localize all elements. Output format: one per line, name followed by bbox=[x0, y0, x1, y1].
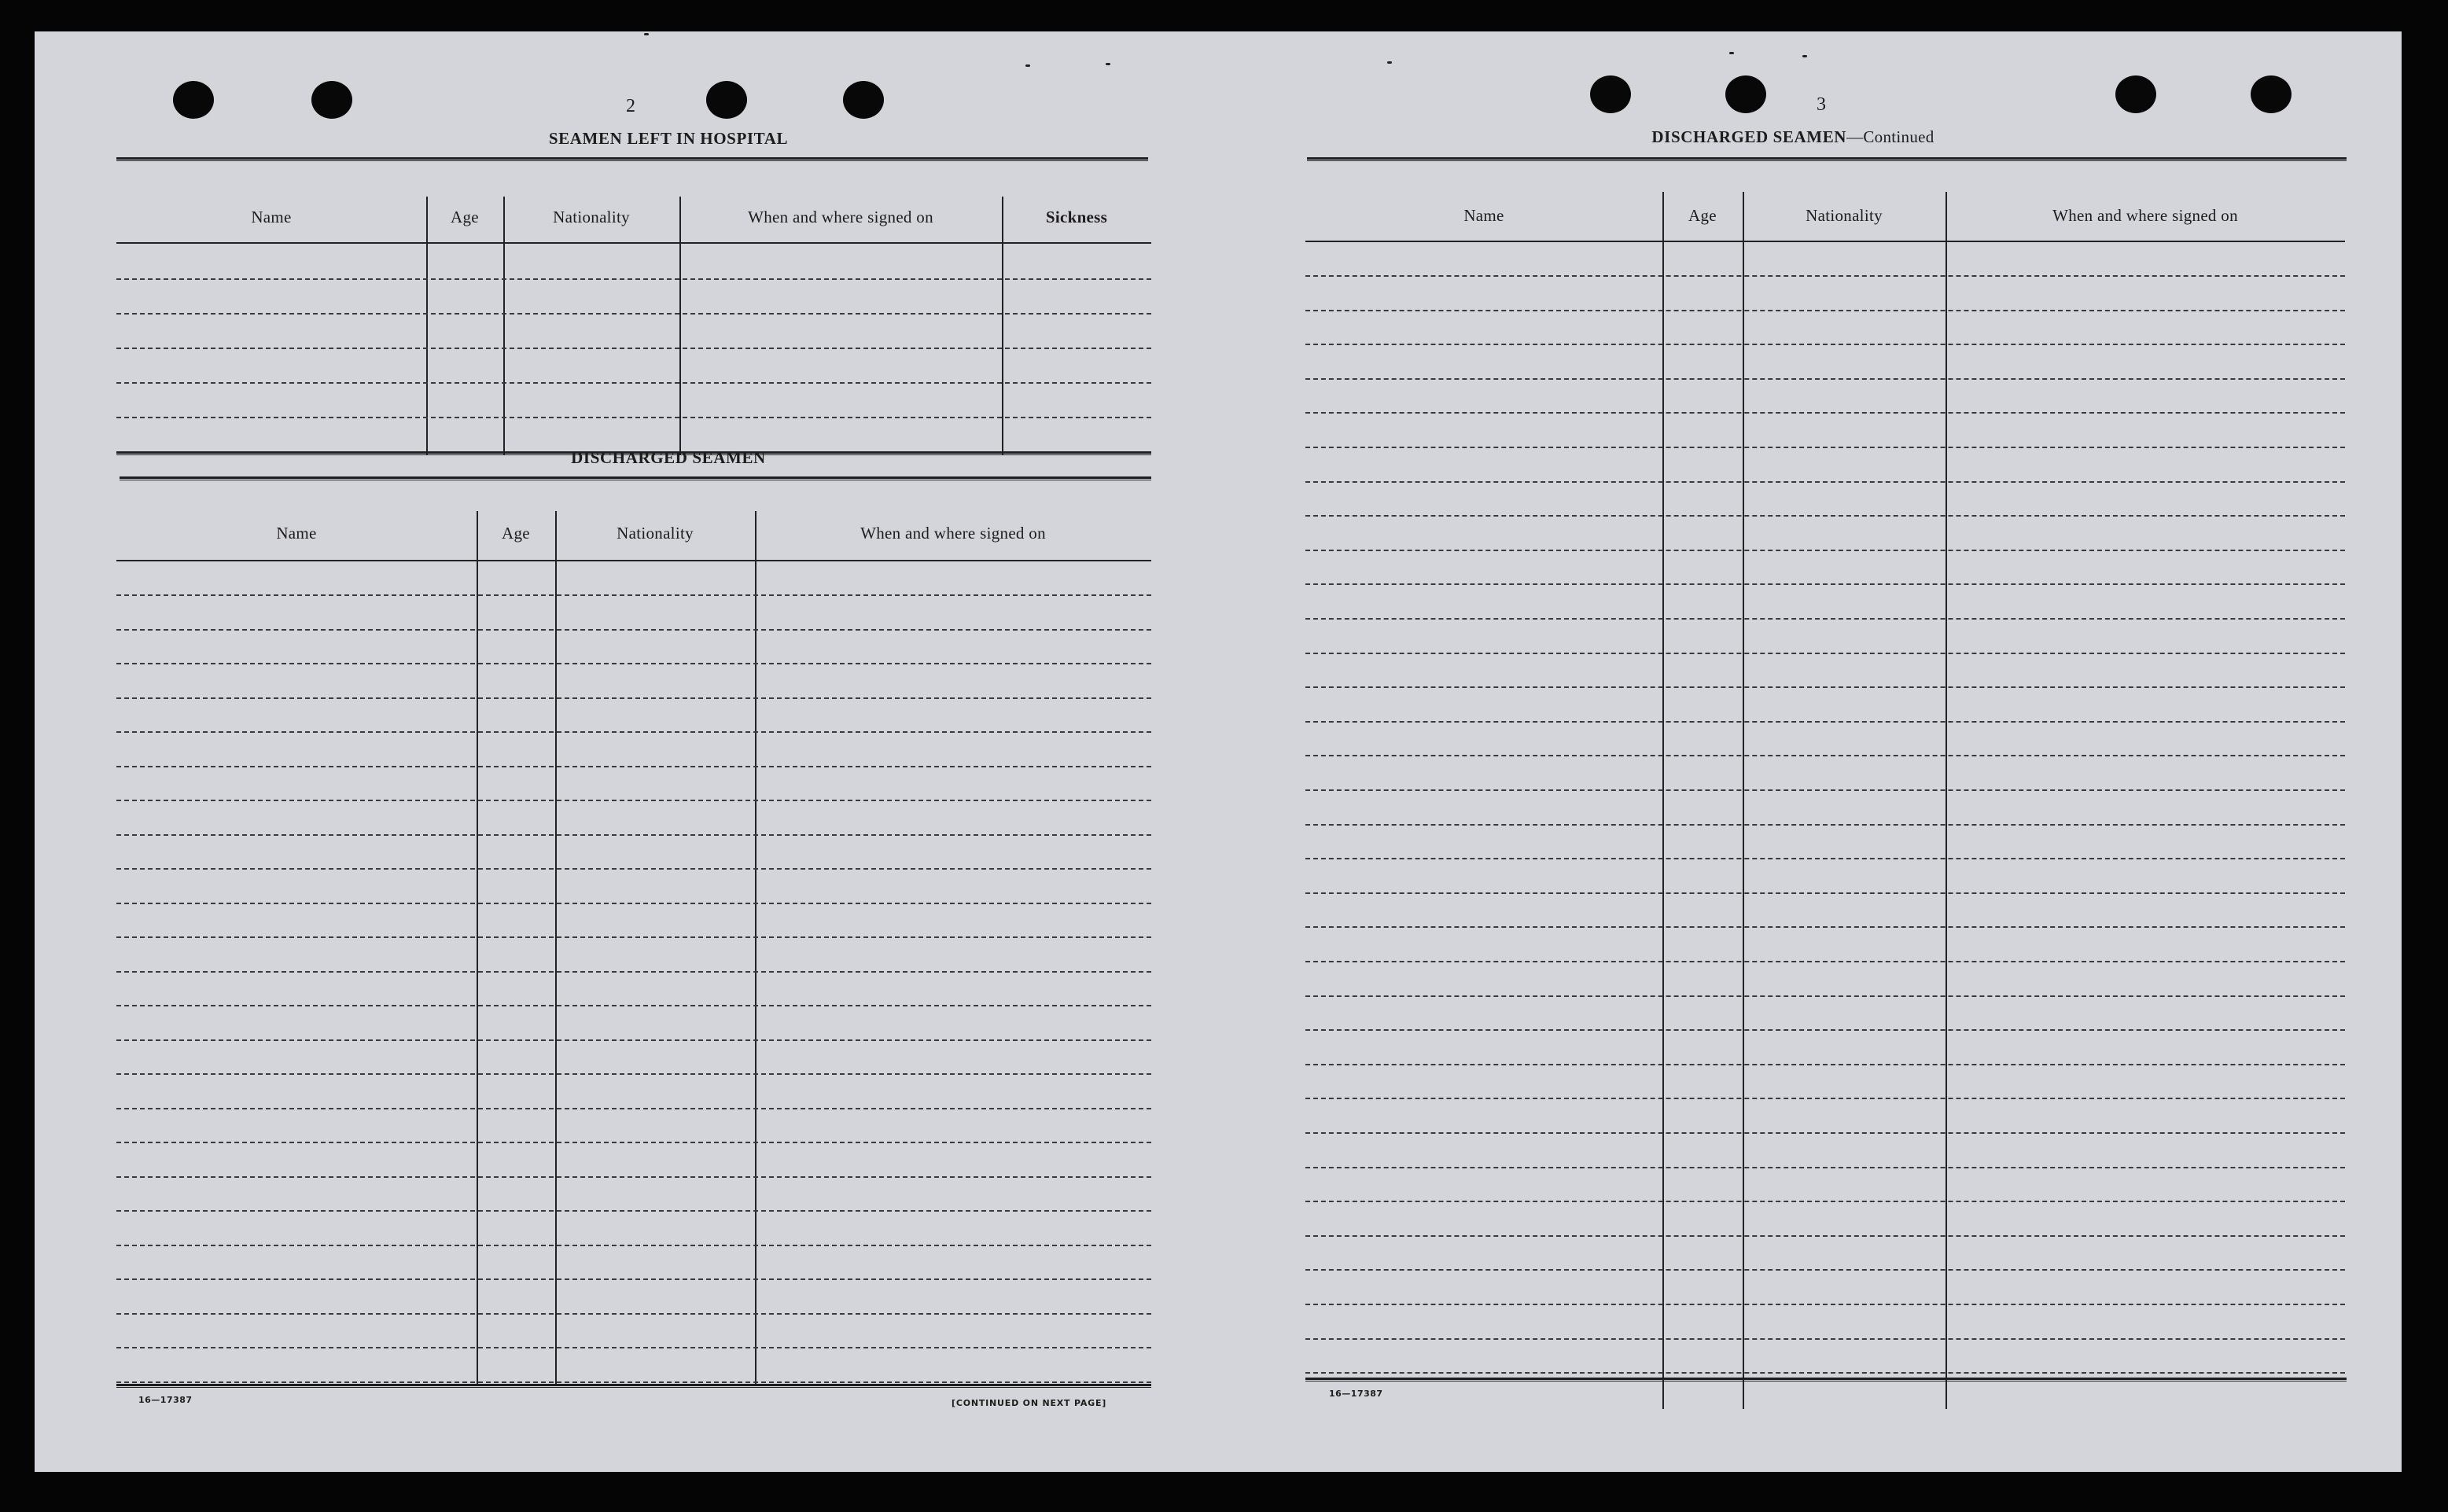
table-row[interactable] bbox=[116, 766, 1151, 767]
table-row[interactable] bbox=[116, 903, 1151, 904]
table-row[interactable] bbox=[1305, 1372, 2345, 1374]
table-row[interactable] bbox=[116, 936, 1151, 938]
table-row[interactable] bbox=[116, 348, 1151, 349]
column-divider bbox=[1002, 197, 1003, 454]
table-row[interactable] bbox=[1305, 1029, 2345, 1031]
column-header-signed-on: When and where signed on bbox=[860, 524, 1046, 543]
discharged-continued-title bbox=[1581, 127, 2005, 147]
table-row[interactable] bbox=[1305, 995, 2345, 997]
table-row[interactable] bbox=[1305, 481, 2345, 483]
table-row[interactable] bbox=[116, 868, 1151, 870]
table-row[interactable] bbox=[116, 382, 1151, 384]
table-row[interactable] bbox=[116, 1313, 1151, 1315]
table-row[interactable] bbox=[1305, 755, 2345, 756]
table-row[interactable] bbox=[116, 971, 1151, 973]
table-row[interactable] bbox=[116, 313, 1151, 315]
table-row[interactable] bbox=[116, 1108, 1151, 1109]
double-rule bbox=[120, 476, 1151, 480]
column-divider bbox=[1743, 192, 1744, 1409]
table-row[interactable] bbox=[1305, 653, 2345, 654]
table-row[interactable] bbox=[116, 697, 1151, 699]
table-row[interactable] bbox=[116, 629, 1151, 631]
column-divider bbox=[1662, 192, 1664, 1409]
table-row[interactable] bbox=[1305, 515, 2345, 517]
table-row[interactable] bbox=[116, 731, 1151, 733]
column-header-sickness: Sickness bbox=[1045, 208, 1108, 226]
column-header-nationality: Nationality bbox=[617, 524, 694, 543]
column-header-nationality: Nationality bbox=[553, 208, 630, 226]
column-divider bbox=[503, 197, 505, 454]
continued-note: [CONTINUED ON NEXT PAGE] bbox=[952, 1398, 1107, 1408]
table-row[interactable] bbox=[116, 1245, 1151, 1246]
double-rule bbox=[116, 1384, 1151, 1388]
table-row[interactable] bbox=[116, 1381, 1151, 1383]
table-row[interactable] bbox=[1305, 858, 2345, 859]
header-rule bbox=[116, 560, 1151, 561]
table-row[interactable] bbox=[116, 1278, 1151, 1280]
table-row[interactable] bbox=[1305, 721, 2345, 723]
table-row[interactable] bbox=[1305, 550, 2345, 551]
right-page bbox=[1214, 31, 2402, 1472]
discharged-continued-table bbox=[1305, 164, 2345, 1410]
table-row[interactable] bbox=[1305, 412, 2345, 414]
title-main: DISCHARGED SEAMEN bbox=[1651, 127, 1847, 146]
discharged-section-title: DISCHARGED SEAMEN bbox=[571, 448, 766, 467]
column-divider bbox=[426, 197, 428, 454]
hospital-section-title: SEAMEN LEFT IN HOSPITAL bbox=[548, 129, 789, 148]
column-header-signed-on: When and where signed on bbox=[748, 208, 933, 226]
table-row[interactable] bbox=[116, 1142, 1151, 1143]
table-row[interactable] bbox=[116, 1347, 1151, 1348]
page-number: 2 bbox=[626, 96, 635, 116]
hospital-table bbox=[116, 164, 1151, 454]
table-row[interactable] bbox=[116, 417, 1151, 418]
column-header-age: Age bbox=[1688, 206, 1717, 225]
table-row[interactable] bbox=[1305, 1098, 2345, 1099]
table-row[interactable] bbox=[1305, 1064, 2345, 1065]
table-row[interactable] bbox=[116, 800, 1151, 801]
table-row[interactable] bbox=[116, 1073, 1151, 1075]
form-code: 16—17387 bbox=[138, 1395, 193, 1405]
table-row[interactable] bbox=[116, 663, 1151, 664]
title-suffix: —Continued bbox=[1846, 127, 1934, 146]
table-row[interactable] bbox=[1305, 926, 2345, 928]
column-divider bbox=[755, 511, 756, 1384]
form-code: 16—17387 bbox=[1329, 1389, 1383, 1399]
table-row[interactable] bbox=[1305, 1167, 2345, 1168]
double-rule bbox=[116, 157, 1148, 161]
table-row[interactable] bbox=[1305, 961, 2345, 962]
column-header-name: Name bbox=[1463, 206, 1504, 225]
column-header-name: Name bbox=[251, 208, 292, 226]
column-header-age: Age bbox=[502, 524, 530, 543]
table-row[interactable] bbox=[1305, 686, 2345, 688]
left-page bbox=[35, 31, 1214, 1472]
column-divider bbox=[555, 511, 557, 1384]
table-row[interactable] bbox=[1305, 1269, 2345, 1271]
table-row[interactable] bbox=[1305, 1338, 2345, 1340]
table-row[interactable] bbox=[116, 1210, 1151, 1212]
table-row[interactable] bbox=[116, 594, 1151, 596]
page-number: 3 bbox=[1817, 94, 1826, 115]
table-row[interactable] bbox=[116, 1176, 1151, 1178]
double-rule bbox=[1307, 157, 2347, 161]
column-divider bbox=[1946, 192, 1947, 1409]
table-row[interactable] bbox=[1305, 447, 2345, 448]
table-row[interactable] bbox=[1305, 824, 2345, 826]
table-row[interactable] bbox=[1305, 789, 2345, 791]
table-row[interactable] bbox=[116, 1039, 1151, 1041]
table-row[interactable] bbox=[116, 1005, 1151, 1006]
table-row[interactable] bbox=[1305, 618, 2345, 620]
header-rule bbox=[1305, 241, 2345, 242]
table-row[interactable] bbox=[1305, 892, 2345, 894]
column-header-nationality: Nationality bbox=[1806, 206, 1883, 225]
table-row[interactable] bbox=[1305, 344, 2345, 345]
column-divider bbox=[477, 511, 478, 1384]
table-row[interactable] bbox=[1305, 1235, 2345, 1237]
column-header-name: Name bbox=[276, 524, 317, 543]
table-row[interactable] bbox=[1305, 275, 2345, 277]
table-row[interactable] bbox=[1305, 1132, 2345, 1134]
column-header-age: Age bbox=[451, 208, 479, 226]
discharged-table bbox=[116, 483, 1151, 1387]
table-row[interactable] bbox=[1305, 378, 2345, 380]
column-header-signed-on: When and where signed on bbox=[2052, 206, 2238, 225]
table-row[interactable] bbox=[116, 278, 1151, 280]
column-divider bbox=[679, 197, 681, 454]
form-sheet bbox=[35, 31, 2402, 1472]
table-row[interactable] bbox=[1305, 1304, 2345, 1305]
table-row[interactable] bbox=[1305, 310, 2345, 311]
table-row[interactable] bbox=[1305, 1201, 2345, 1202]
table-row[interactable] bbox=[116, 834, 1151, 836]
double-rule bbox=[1305, 1378, 2347, 1381]
table-row[interactable] bbox=[1305, 583, 2345, 585]
header-rule bbox=[116, 242, 1151, 244]
